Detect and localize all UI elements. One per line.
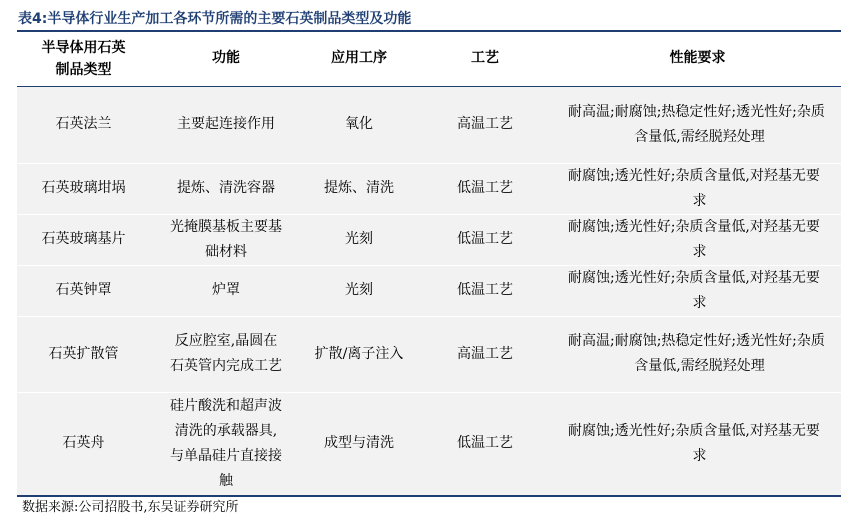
cell-process: 氧化 — [302, 86, 416, 163]
header-craft: 工艺 — [416, 31, 554, 86]
table-title: 表4:半导体行业生产加工各环节所需的主要石英制品类型及功能 — [18, 11, 412, 27]
cell-function: 主要起连接作用 — [150, 86, 302, 163]
cell-type: 石英玻璃坩埚 — [17, 163, 150, 214]
table-row — [17, 163, 841, 214]
cell-process: 光刻 — [302, 214, 416, 265]
header-process: 应用工序 — [302, 31, 416, 86]
cell-craft: 低温工艺 — [416, 163, 554, 214]
table-row — [17, 86, 841, 163]
table-row — [17, 214, 841, 265]
cell-process: 提炼、清洗 — [302, 163, 416, 214]
header-function: 功能 — [150, 31, 302, 86]
cell-craft: 低温工艺 — [416, 392, 554, 496]
cell-type: 石英玻璃基片 — [17, 214, 150, 265]
table-row — [17, 392, 841, 496]
cell-process: 光刻 — [302, 265, 416, 316]
cell-process: 扩散/离子注入 — [302, 316, 416, 392]
cell-type: 石英扩散管 — [17, 316, 150, 392]
cell-function: 光掩膜基板主要基础材料 — [150, 214, 302, 265]
cell-craft: 低温工艺 — [416, 265, 554, 316]
cell-function: 炉罩 — [150, 265, 302, 316]
cell-function: 反应腔室,晶圆在石英管内完成工艺 — [150, 316, 302, 392]
cell-requirement: 耐高温;耐腐蚀;热稳定性好;透光性好;杂质含量低,需经脱羟处理 — [554, 316, 841, 392]
cell-requirement: 耐腐蚀;透光性好;杂质含量低,对羟基无要求 — [554, 392, 841, 496]
cell-requirement: 耐腐蚀;透光性好;杂质含量低,对羟基无要求 — [554, 265, 841, 316]
cell-process: 成型与清洗 — [302, 392, 416, 496]
header-requirement: 性能要求 — [554, 31, 841, 86]
cell-function: 提炼、清洗容器 — [150, 163, 302, 214]
cell-requirement: 耐腐蚀;透光性好;杂质含量低,对羟基无要求 — [554, 163, 841, 214]
cell-function: 硅片酸洗和超声波清洗的承载器具,与单晶硅片直接接触 — [150, 392, 302, 496]
cell-requirement: 耐高温;耐腐蚀;热稳定性好;透光性好;杂质含量低,需经脱羟处理 — [554, 86, 841, 163]
cell-type: 石英舟 — [17, 392, 150, 496]
table-row — [17, 316, 841, 392]
table-row — [17, 265, 841, 316]
cell-craft: 高温工艺 — [416, 316, 554, 392]
quartz-products-table — [17, 30, 841, 497]
cell-requirement: 耐腐蚀;透光性好;杂质含量低,对羟基无要求 — [554, 214, 841, 265]
cell-craft: 低温工艺 — [416, 214, 554, 265]
table-header-row — [17, 31, 841, 86]
cell-type: 石英法兰 — [17, 86, 150, 163]
cell-type: 石英钟罩 — [17, 265, 150, 316]
data-source-note: 数据来源:公司招股书,东吴证券研究所 — [22, 500, 239, 515]
header-type: 半导体用石英制品类型 — [17, 31, 150, 86]
cell-craft: 高温工艺 — [416, 86, 554, 163]
